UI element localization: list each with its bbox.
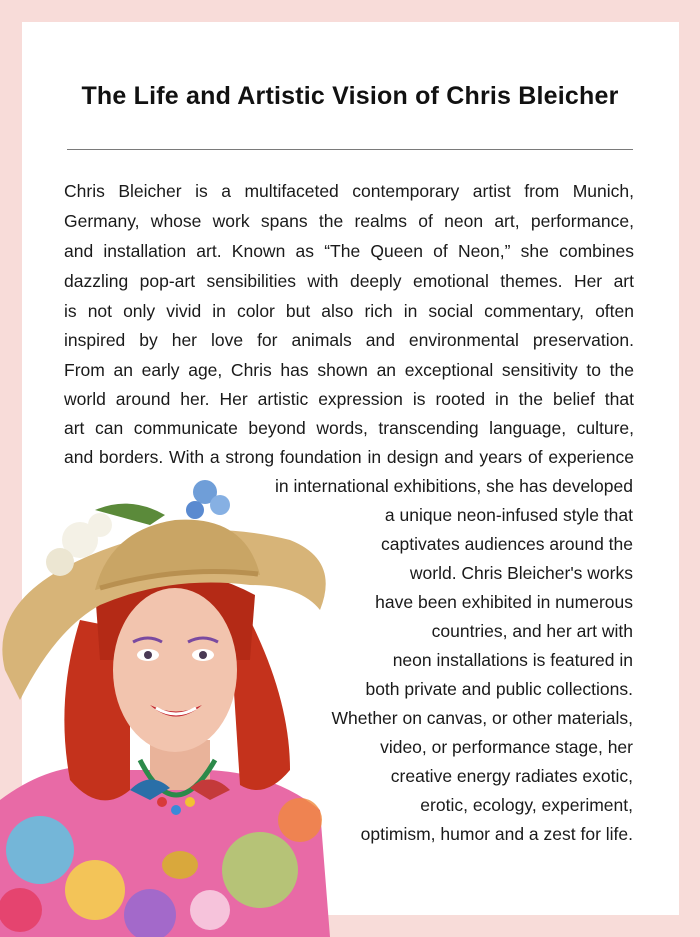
body-line-15: have been exhibited in numerous: [375, 592, 633, 612]
body-line-20: video, or performance stage, her: [380, 737, 633, 757]
body-line-23: optimism, humor and a zest for life.: [360, 824, 633, 844]
body-line-5: is not only vivid in color but also rich in social commentary, often: [64, 301, 634, 321]
body-line-21: creative energy radiates exotic,: [390, 766, 633, 786]
body-line-2: Germany, whose work spans the realms of neon art, performance,: [64, 211, 634, 231]
page-title: The Life and Artistic Vision of Chris Bleicher: [81, 82, 619, 110]
body-line-8: world around her. Her artistic expression is rooted in the belief that: [64, 389, 634, 409]
face: [113, 588, 237, 752]
title-divider: [67, 149, 633, 150]
body-line-14: world. Chris Bleicher's works: [409, 563, 633, 583]
body-line-17: neon installations is featured in: [392, 650, 633, 670]
body-line-1: Chris Bleicher is a multifaceted contemporary artist from Munich,: [64, 181, 634, 201]
body-line-12: a unique neon-infused style that: [384, 505, 633, 525]
body-line-16: countries, and her art with: [431, 621, 633, 641]
body-line-19: Whether on canvas, or other materials,: [331, 708, 633, 728]
body-line-4: dazzling pop-art sensibilities with deeply emotional themes. Her art: [64, 271, 634, 291]
body-line-3: and installation art. Known as “The Queen of Neon,” she combines: [64, 241, 634, 261]
body-line-6: inspired by her love for animals and environmental preservation.: [64, 330, 634, 350]
body-line-22: erotic, ecology, experiment,: [420, 795, 633, 815]
body-line-10: and borders. With a strong foundation in design and years of experience: [64, 447, 634, 467]
body-line-13: captivates audiences around the: [381, 534, 633, 554]
body-line-7: From an early age, Chris has shown an exceptional sensitivity to the: [64, 360, 634, 380]
artist-portrait: [0, 470, 330, 937]
body-line-11: in international exhibitions, she has developed: [274, 476, 633, 496]
body-line-18: both private and public collections.: [365, 679, 633, 699]
body-line-9: art can communicate beyond words, transcending language, culture,: [64, 418, 634, 438]
